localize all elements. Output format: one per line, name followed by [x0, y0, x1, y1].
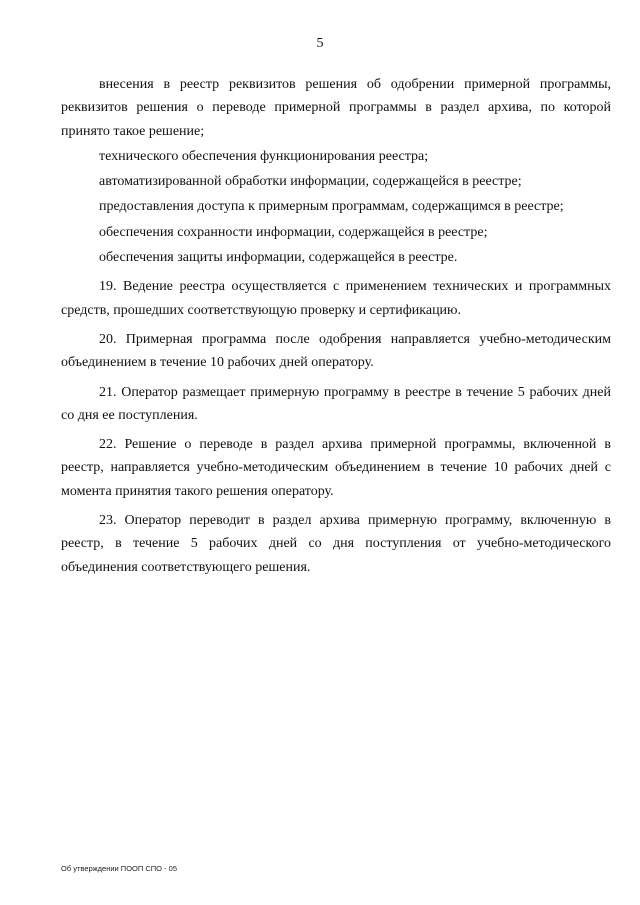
document-footer: Об утверждении ПООП СПО - 05 [61, 864, 177, 873]
paragraph-item-20: 20. Примерная программа после одобрения направляется учебно-методическим объединением в течение 10 рабочих дней оператору. [61, 331, 611, 371]
paragraph-registry-entry: внесения в реестр реквизитов решения об одобрении примерной программы, реквизитов решения о переводе примерной программы в раздел архива, по которой принято такое решение; [61, 77, 611, 139]
paragraph-automated-processing: автоматизированной обработки информации, содержащейся в реестре; [99, 174, 522, 190]
paragraph-technical-support: технического обеспечения функционирования реестра; [99, 148, 429, 164]
paragraph-item-22: 22. Решение о переводе в раздел архива примерной программы, включенной в реестр, направляется учебно-методическим объединением в течение 10 рабочих дней с момента принятия такого решения оператору. [61, 437, 611, 499]
document-body [61, 73, 611, 581]
paragraph-information-protection: обеспечения защиты информации, содержащейся в реестре. [99, 250, 458, 266]
paragraph-information-safety: обеспечения сохранности информации, содержащейся в реестре; [99, 224, 488, 240]
paragraph-item-21: 21. Оператор размещает примерную программу в реестре в течение 5 рабочих дней со дня ее поступления. [61, 384, 611, 423]
paragraph-access-provision: предоставления доступа к примерным программам, содержащимся в реестре; [99, 199, 564, 215]
paragraph-item-19: 19. Ведение реестра осуществляется с применением технических и программных средств, прошедших соответствующую проверку и сертификацию. [61, 279, 611, 318]
paragraph-item-23: 23. Оператор переводит в раздел архива примерную программу, включенную в реестр, в течение 5 рабочих дней со дня поступления от учебно-методического объединения соответствующего решения. [61, 513, 611, 575]
page-number: 5 [316, 36, 324, 51]
